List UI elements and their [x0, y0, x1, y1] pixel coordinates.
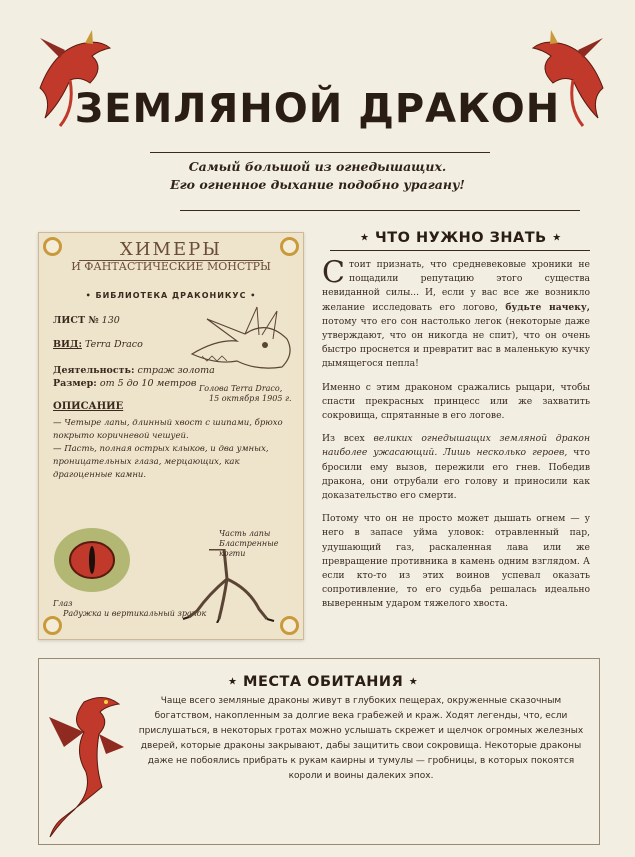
- claw-caption: [219, 529, 303, 559]
- species-field: ВИД: Terra Draco: [53, 339, 143, 350]
- know-article: [322, 255, 591, 621]
- caption-line: Голова Terra Draco,: [199, 384, 283, 393]
- paragraph: Стоит признать, что средневековые хроники не пощадили репутацию этого существа невиданной силы... И, если у вас все же возникло желание исследовать его логово, будьте начеку, потому что его сон настолько легок (некоторые даже утверждают, что он никогда не спит), что он очень быстро проснется и превратит вас в маленькую кучку дымящегося пепла!: [322, 255, 590, 370]
- size-field: Размер: от 5 до 10 метров: [53, 378, 197, 389]
- ring-icon: [280, 616, 299, 635]
- section-heading-label: МЕСТА ОБИТАНИЯ: [243, 674, 404, 690]
- sheet-number: ЛИСТ № 130: [53, 315, 120, 326]
- card-subtitle: И ФАНТАСТИЧЕСКИЕ МОНСТРЫ: [71, 260, 271, 273]
- caption-line: Радужка и вертикальный зрачок: [63, 609, 207, 618]
- dragon-head-sketch-icon: [187, 299, 299, 379]
- subtitle-line: Самый большой из огнедышащих.: [188, 159, 447, 174]
- description-item: — Пасть, полная острых клыков, и два умных, проницательных глаза, мерцающих, как драгоценные камни.: [53, 444, 269, 480]
- caption-line: Глаз: [53, 599, 73, 608]
- dragon-claw-icon: [179, 549, 279, 623]
- section-heading-habitat: ★ МЕСТА ОБИТАНИЯ ★: [228, 674, 419, 690]
- paragraph: Из всех великих огнедышащих земляной дракон наиболее ужасающий. Лишь несколько героев, что бросили ему вызов, пережили его гнев. Победив дракона, они отрубали его голову и приносили как доказательство его смерти.: [322, 433, 591, 502]
- section-heading-label: ЧТО НУЖНО ЗНАТЬ: [375, 230, 547, 246]
- section-divider: [330, 250, 590, 251]
- habitat-paragraph: Чаще всего земляные драконы живут в глубоких пещерах, окруженные сказочным богатством, накопленным за долгие века грабежей и краж. Ходят легенды, что, если прислушаться, в некоторых гротах можно услышать скрежет и щелчок огромных железных дверей, которые драконы закрывают, дабы защитить свои сокровища. Некоторые драконы даже не побоялись прибрать к рукам каирны и тумулы — гробницы, в которых покоятся короли и воины далеких эпох.: [138, 696, 584, 781]
- page-subtitle: [0, 158, 635, 194]
- card-title: ХИМЕРЫ: [120, 239, 222, 260]
- title-divider: [150, 152, 490, 153]
- paragraph: Потому что он не просто может дышать огнем — у него в запасе уйма уловок: отравленный пар, удушающий газ, раскаленная лава или же превращение противника в камень одним взглядом. А если кто-то из этих воинов успевал оказать сопротивление, то его судьба решалась идеально выверенным ударом тяжелого хвоста.: [322, 513, 590, 610]
- caption-line: 15 октября 1905 г.: [209, 394, 292, 403]
- head-caption: [199, 384, 292, 404]
- library-card: [38, 232, 304, 640]
- description-heading: ОПИСАНИЕ: [53, 401, 124, 412]
- subtitle-line: Его огненное дыхание подобно урагану!: [170, 177, 465, 192]
- drop-cap: С: [322, 255, 345, 290]
- subtitle-divider: [180, 210, 580, 211]
- section-heading-know: ★ ЧТО НУЖНО ЗНАТЬ ★: [360, 230, 562, 246]
- caption-line: Часть лапы: [219, 529, 271, 538]
- description-item: — Четыре лапы, длинный хвост с шипами, брюхо покрыто коричневой чешуей.: [53, 418, 283, 441]
- red-dragon-icon: [44, 692, 130, 840]
- caption-line: Бластренные когти: [219, 539, 279, 558]
- activity-field: Деятельность: страж золота: [53, 365, 215, 376]
- dragon-eye-icon: [51, 525, 133, 595]
- page-title: ЗЕМЛЯНОЙ ДРАКОН: [74, 86, 561, 132]
- paragraph: Именно с этим драконом сражались рыцари, чтобы спасти прекрасных принцесс или же захватить сокровища, спрятанные в его логове.: [322, 381, 590, 422]
- library-label: • БИБЛИОТЕКА ДРАКОНИКУС •: [85, 291, 257, 300]
